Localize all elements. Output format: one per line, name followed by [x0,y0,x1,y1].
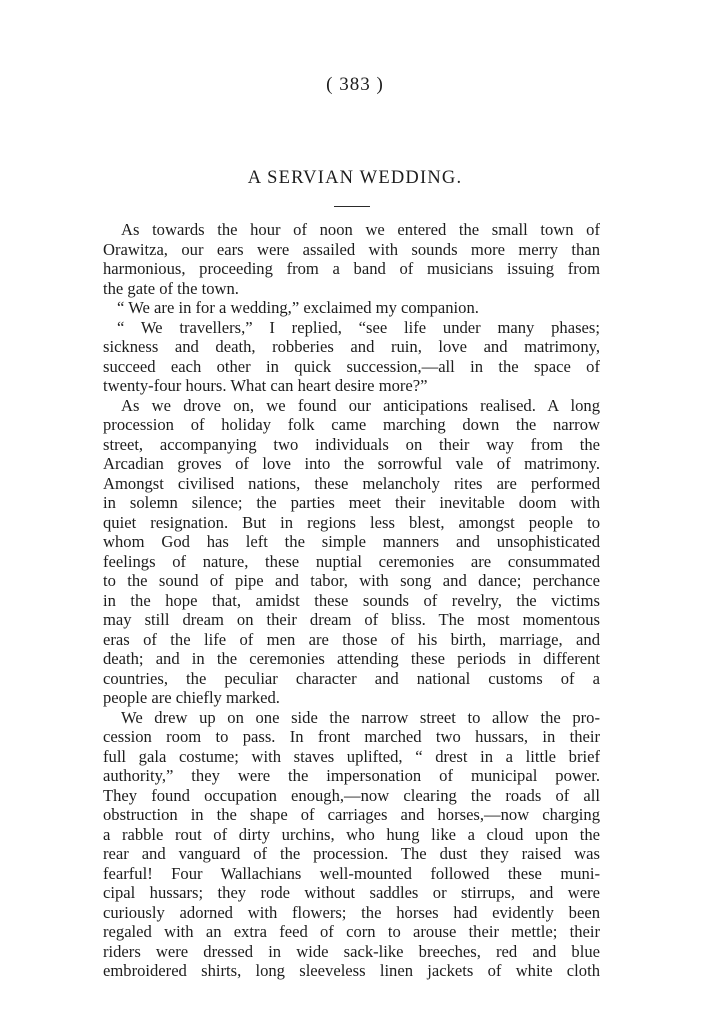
text-line: Orawitza, our ears were assailed with sounds more merry than [103,239,600,259]
text-line: sickness and death, robberies and ruin, love and matrimony, [103,337,600,356]
text-line: cession room to pass. In front marched two hussars, in their [103,727,600,746]
text-line: succeed each other in quick succession,—all in the space of [103,356,600,376]
text-line: We drew up on one side the narrow street to allow the pro- [121,707,600,727]
text-line: in the hope that, amidst these sounds of revelry, the victims [103,590,600,610]
text-line: whom God has left the simple manners and unsophisticated [103,532,600,551]
text-line: full gala costume; with staves uplifted, “ drest in a little brief [103,746,600,766]
title-divider [334,206,370,207]
text-line: Amongst civilised nations, these melancholy rites are performed [103,473,600,493]
page-number: ( 383 ) [326,74,384,95]
text-line: curiously adorned with flowers; the horses had evidently been [103,902,600,922]
text-line: Arcadian groves of love into the sorrowful vale of matrimony. [103,454,600,473]
text-line: As we drove on, we found our anticipations realised. A long [121,395,600,415]
text-line: feelings of nature, these nuptial ceremonies are consummated [103,551,600,571]
text-line: embroidered shirts, long sleeveless linen jackets of white cloth [103,961,600,980]
text-line: quiet resignation. But in regions less blest, amongst people to [103,512,600,532]
text-line: “ We are in for a wedding,” exclaimed my companion. [117,298,479,317]
text-line: cipal hussars; they rode without saddles or stirrups, and were [103,883,600,902]
text-line: death; and in the ceremonies attending these periods in different [103,649,600,668]
text-line: harmonious, proceeding from a band of musicians issuing from [103,259,600,278]
text-line: procession of holiday folk came marching down the narrow [103,415,600,434]
text-line: countries, the peculiar character and national customs of a [103,668,600,688]
text-line: obstruction in the shape of carriages and horses,—now charging [103,805,600,824]
text-line: twenty-four hours. What can heart desire more?” [103,376,428,395]
text-line: the gate of the town. [103,278,239,298]
text-line: As towards the hour of noon we entered the small town of [121,220,600,239]
text-line: street, accompanying two individuals on their way from the [103,434,600,454]
text-line: in solemn silence; the parties meet their inevitable doom with [103,493,600,512]
text-line: “ We travellers,” I replied, “see life under many phases; [117,317,600,337]
chapter-title: A SERVIAN WEDDING. [247,168,463,188]
text-line: may still dream on their dream of bliss. The most momentous [103,610,600,629]
text-line: people are chiefly marked. [103,688,280,707]
text-line: They found occupation enough,—now clearing the roads of all [103,785,600,805]
text-line: fearful! Four Wallachians well-mounted followed these muni- [103,863,600,883]
text-line: rear and vanguard of the procession. The dust they raised was [103,844,600,863]
text-line: regaled with an extra feed of corn to arouse their mettle; their [103,922,600,941]
text-line: riders were dressed in wide sack-like breeches, red and blue [103,941,600,961]
text-line: to the sound of pipe and tabor, with song and dance; perchance [103,571,600,590]
text-line: eras of the life of men are those of his birth, marriage, and [103,629,600,649]
text-line: a rabble rout of dirty urchins, who hung like a cloud upon the [103,824,600,844]
body-text [103,220,600,981]
text-line: authority,” they were the impersonation of municipal power. [103,766,600,785]
